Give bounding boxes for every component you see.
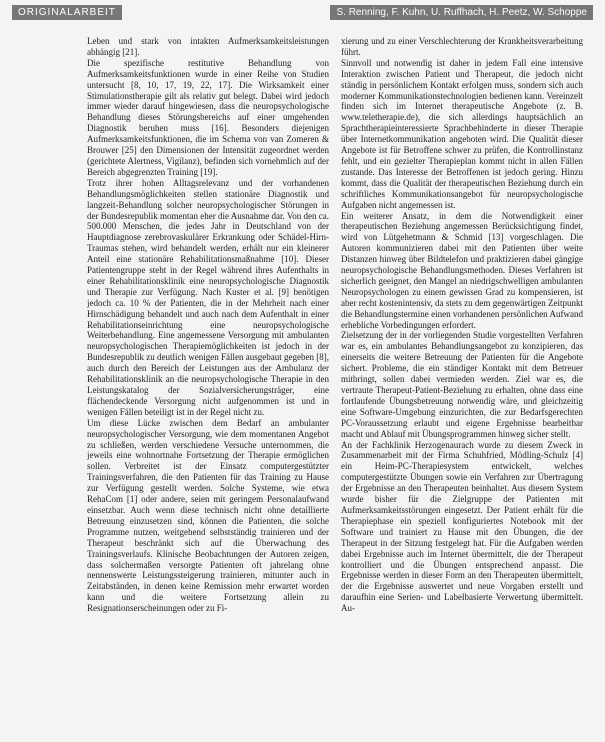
paragraph: Ein weiterer Ansatz, in dem die Notwendigkeit einer therapeutischen Beziehung angemessen Berücksichtigung findet, wird von Lütgehetmann & Schmid [13] vorgeschlagen. Die Autoren kommunizieren dabei mit den Patienten über weite Distanzen hinweg über Bildtelefon und praktizieren dabei gängige neuropsychologische Behandlungsmethoden. Dieses Verfahren ist sicherlich geeignet, den Mangel an niedrigschwelligen ambulanten Neuropsychologen zu einem gewissen Grad zu kompensieren, ist aber recht kostenintensiv, da stets zu dem gegenwärtigen Zeitpunkt die Behandlungstermine einen vorhandenen persönlichen Aufwand erhebliche Vorbedingungen erfordert. (341, 210, 583, 330)
paragraph: Um diese Lücke zwischen dem Bedarf an ambulanter neuropsychologischer Versorgung, wie dem momentanen Angebot zu schließen, werden verschiedene Versuche unternommen, die jeweils eine wohnortnahe Fortsetzung der Therapie ermöglichen sollen. Verbreitet ist der Einsatz computergestützter Trainingsverfahren, die den Patienten für das Training zu Hause zur Verfügung gestellt werden. Solche Systeme, wie etwa RehaCom [1] oder andere, seien mit geringem Personalaufwand einsetzbar. Auch wenn diese technisch nicht ohne detaillierte Betreuung einzusetzen sind, können die Patienten, die solche Programme nutzen, weitgehend selbstständig trainieren und der Therapeut beschränkt sich auf die Überwachung des Trainingsverlaufs. Klinische Beobachtungen der Autoren zeigen, dass solchermaßen versorgte Patienten oft jahrelang ohne nennenswerte Leistungssteigerung trainieren, mitunter auch in Zeitabständen, in denen keine Remission mehr erwartet worden kann und die weitere Fortsetzung allein zu Resignationserscheinungen oder zu Fi- (87, 417, 329, 614)
paragraph: Sinnvoll und notwendig ist daher in jedem Fall eine intensive Interaktion zwischen Patient und Therapeut, die jedoch nicht ständig in persönlichem Kontakt erfolgen muss, sondern sich auch moderner Kommunikationstechnologien bedienen kann. Vereinzelt finden sich im Internet therapeutische Angebote (z. B. www.teletherapie.de), die sich allerdings hauptsächlich an Sprachtherapieinteressierte Sprachbehinderte in dieser Therapie über Internetkommunikation angeboten wird. Die Qualität dieser Angebote ist für Betroffene schwer zu prüfen, die Kontrollinstanz fehlt, und ein gezielter Therapieplan kommt nicht in allen Fällen zustande. Das Interesse der Betroffenen ist jedoch gering. Hinzu kommt, dass die Qualität der therapeutischen Beziehung durch ein schriftliches Kommunikationsangebot für neuropsychologische Aufgaben nicht angemessen ist. (341, 57, 583, 210)
paragraph: Trotz ihrer hohen Alltagsrelevanz und der vorhandenen Behandlungsmöglichkeiten stellen stationäre Diagnostik und langzeit-Behandlung solcher neuropsychologischer Störungen in der Bundesrepublik momentan eher die Ausnahme dar. Von den ca. 500.000 Menschen, die jedes Jahr in Deutschland von der Hauptdiagnose zerebrovaskulärer Erkrankung oder Schädel-Hirn-Traumas stehen, wird behandelt werden, erhält nur ein kleinerer Anteil eine stationäre Rehabilitationsmaßnahme [10]. Dieser Patientengruppe steht in der Regel während ihres Aufenthalts in einer Rehabilitationsklinik eine neuropsychologische Diagnostik und Therapie zur Verfügung. Nach Kuster et al. [9] benötigen jedoch ca. 10 % der Patienten, die in der Mehrheit nach einer Hirnschädigung behandelt und auch nach dem Aufenthalt in einer Rehabilitationseinrichtung eine neuropsychologische Weiterbehandlung. Eine angemessene Versorgung mit ambulanten neuropsychologischen Therapiemöglichkeiten ist jedoch in der Bundesrepublik zu deutlich wenigen Fällen ausgebaut gegeben [8], auch durch den Bereich der Leistungen aus der Ambulanz der Rehabilitationsklinik an die neuropsychologische Therapie in den Leistungskatalog der Sozialversicherungsträger, eine flächendeckende Versorgung nicht aufgenommen ist und in wenigen Fällen beteiligt ist in der Regel nicht zu. (87, 177, 329, 417)
column-right (341, 36, 583, 736)
page-header (0, 0, 605, 26)
paragraph: Zielsetzung der in der vorliegenden Studie vorgestellten Verfahren war es, ein ambulantes Behandlungsangebot zu konzipieren, das einerseits die weitere Betreuung der Patienten für die Angebote sichert. Probleme, die ein ständiger Kontakt mit dem Betreuer mitbringt, sollen dabei vermieden werden. Ziel war es, die vertraute Therapeut-Patient-Beziehung zu erhalten, ohne dass eine fortlaufende Übungsbetreuung notwendig wäre, und gleichzeitig eine Software-Umgebung einzurichten, die zur Bedarfsgerechten PC-Voraussetzung erlaubt und eigene Ergebnisse bearbeitbar macht und Ablauf mit Übungsprogrammen hinweg sicher stellt. (341, 330, 583, 439)
paragraph: Die spezifische restitutive Behandlung von Aufmerksamkeitsfunktionen wurde in einer Reihe von Studien untersucht [8, 10, 17, 19, 22, 17]. Die Wirksamkeit einer Stimulationstherapie gilt als relativ gut belegt. Dabei wird jedoch immer wieder darauf hingewiesen, dass die neuropsychologische Behandlung dieses Störungsbereichs auf einer umgehenden Diagnostik beruhen muss [16]. Besonders diejenigen Aufmerksamkeitsfunktionen, die im Schema von van Zomeren & Brouwer [25] den Dimensionen der Intensität zugeordnet werden (gerichtete Alertness, Vigilanz), befinden sich vornehmlich auf der Bereich abgegrenzten Training [19]. (87, 57, 329, 177)
section-label: ORIGINALARBEIT (12, 5, 122, 20)
paragraph: An der Fachklinik Herzogenaurach wurde zu diesem Zweck in Zusammenarbeit mit der Firma Schuhfried, Mödling-Schulz [4] ein Heim-PC-Therapiesystem entwickelt, welches computergestützte Übungen sowie ein Verfahren zur Übertragung der Ergebnisse an den Therapeuten beinhaltet. Aus diesem System wurde bisher für die Zielgruppe der Patienten mit Aufmerksamkeitsstörungen eingesetzt. Der Patient erhält für die Therapiephase ein speziell konfiguriertes Notebook mit der Software und trainiert zu Hause mit den Übungen, die der Therapeut in der Sitzung festgelegt hat. Für die Aufgaben werden dabei Ergebnisse auch im Internet übermittelt, die der Therapeut kontrolliert und die Übungen entsprechend anpasst. Die Ergebnisse werden in dieser Form an den Therapeuten übermittelt, der die Ergebnisse auswertet und neue Vorgaben erstellt und daraufhin eine Serien- und Labelbasierte Verwertung übermittelt. Au- (341, 439, 583, 614)
paragraph: xierung und zu einer Verschlechterung der Krankheitsverarbeitung führt. (341, 36, 583, 57)
column-left (87, 36, 329, 736)
article-body (87, 36, 583, 736)
paragraph: Leben und stark von intakten Aufmerksamkeitsleistungen abhängig [21]. (87, 36, 329, 57)
author-line: S. Renning, F. Kuhn, U. Ruffhach, H. Peetz, W. Schoppe (330, 5, 593, 20)
